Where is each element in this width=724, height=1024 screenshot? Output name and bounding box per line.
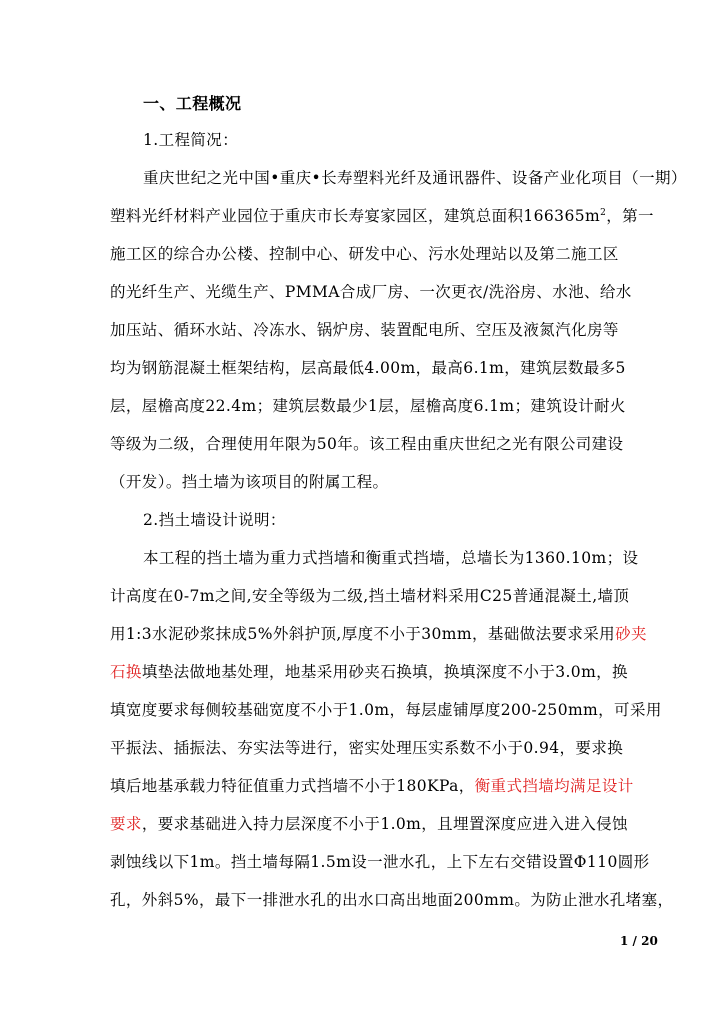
subsection-title-2: 2.挡土墙设计说明： (143, 511, 286, 529)
paragraph-line: （开发）。挡土墙为该项目的附属工程。 (110, 473, 389, 491)
paragraph-line (110, 206, 658, 226)
highlighted-text: 衡重式挡墙均满足设计 (474, 777, 634, 795)
paragraph-text: 填后地基承载力特征值重力式挡墙不小于180KPa， (110, 777, 475, 795)
paragraph-line: 计高度在0-7m之间,安全等级为二级,挡土墙材料采用C25普通混凝土,墙顶 (110, 587, 630, 605)
highlighted-text: 石换 (110, 663, 142, 681)
paragraph-line: 重庆世纪之光中国•重庆•长寿塑料光纤及通讯器件、设备产业化项目（一期） (143, 169, 687, 187)
paragraph-line (110, 814, 658, 834)
paragraph-line: 施工区的综合办公楼、控制中心、研发中心、污水处理站以及第二施工区 (110, 245, 619, 263)
subsection-title-1: 1.工程简况： (143, 131, 239, 149)
page-number: 1 / 20 (620, 934, 658, 948)
paragraph-line: 层，屋檐高度22.4m；建筑层数最少1层，屋檐高度6.1m；建筑设计耐火 (110, 397, 626, 415)
paragraph-text: 塑料光纤材料产业园位于重庆市长寿宴家园区，建筑总面积166365m (110, 207, 601, 225)
paragraph-line: 均为钢筋混凝土框架结构，层高最低4.00m，最高6.1m，建筑层数最多5 (110, 359, 626, 377)
superscript: 2 (600, 207, 607, 218)
paragraph-text: 填垫法做地基处理，地基采用砂夹石换填，换填深度不小于3.0m，换 (141, 663, 628, 681)
paragraph-line: 平振法、插振法、夯实法等进行，密实处理压实系数不小于0.94，要求换 (110, 739, 624, 757)
paragraph-line: 孔，外斜5%，最下一排泄水孔的出水口高出地面200mm。为防止泄水孔堵塞， (110, 891, 674, 909)
paragraph-line (110, 624, 658, 644)
paragraph-line: 等级为二级，合理使用年限为50年。该工程由重庆世纪之光有限公司建设 (110, 435, 624, 453)
paragraph-line: 本工程的挡土墙为重力式挡墙和衡重式挡墙，总墙长为1360.10m；设 (143, 549, 639, 567)
paragraph-line: 加压站、循环水站、冷冻水、锅炉房、装置配电所、空压及液氮汽化房等 (110, 321, 619, 339)
paragraph-text: ，要求基础进入持力层深度不小于1.0m，且埋置深度应进入进入侵蚀 (141, 815, 628, 833)
highlighted-text: 砂夹 (615, 625, 647, 643)
paragraph-line: 填宽度要求每侧较基础宽度不小于1.0m，每层虚铺厚度200-250mm，可采用 (110, 701, 662, 719)
highlighted-text: 要求 (110, 815, 142, 833)
paragraph-line: 剥蚀线以下1m。挡土墙每隔1.5m设一泄水孔，上下左右交错设置Φ110圆形 (110, 853, 650, 871)
paragraph-line (110, 776, 658, 796)
paragraph-text: 用1:3水泥砂浆抹成5%外斜护顶,厚度不小于30mm，基础做法要求采用 (110, 625, 616, 643)
section-heading: 一、工程概况 (143, 94, 242, 113)
paragraph-line: 的光纤生产、光缆生产、PMMA合成厂房、一次更衣/洗浴房、水池、给水 (110, 283, 632, 301)
paragraph-line (110, 662, 658, 682)
paragraph-text: ，第一 (606, 207, 654, 225)
